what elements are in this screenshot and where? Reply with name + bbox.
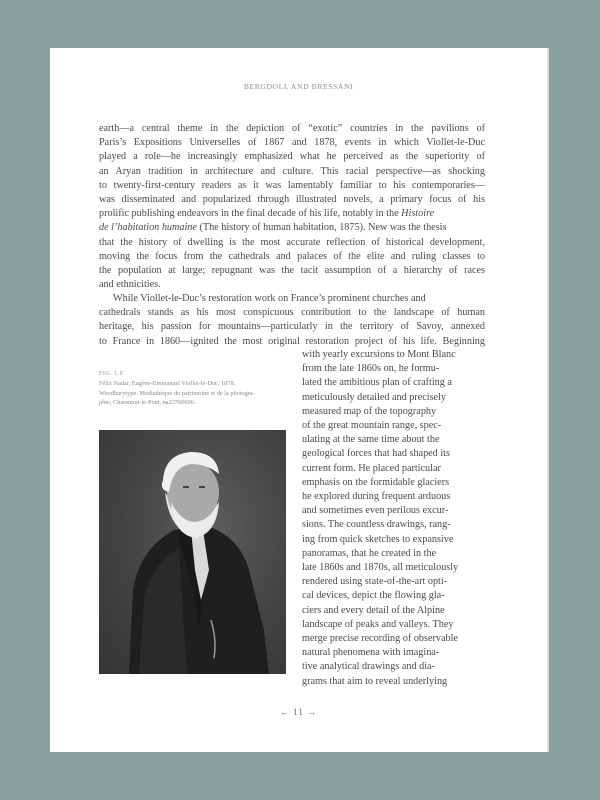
text-line: was disseminated and popularized through illustrated novels, a primary focus of his xyxy=(99,194,485,206)
text-line: current form. He placed particular xyxy=(302,462,441,474)
text-line: ciers and every detail of the Alpine xyxy=(302,604,445,616)
book-title-italic: de l’habitation humaine xyxy=(99,222,197,234)
text-line: panoramas, that he created in the xyxy=(302,547,437,559)
text-line: he explored during frequent arduous xyxy=(302,491,451,503)
text-line: with yearly excursions to Mont Blanc xyxy=(302,349,456,360)
caption-line: Félix Nadar, Eugène-Emmanuel Viollet-le-Duc, 1878. xyxy=(99,380,236,388)
paragraph-1 xyxy=(99,122,485,292)
text-line xyxy=(99,221,485,235)
text-line: played a role—he increasingly emphasized what he perceived as the superiority of xyxy=(99,151,485,163)
text-line: Paris’s Expositions Universelles of 1867 and 1878, events in which Viollet-le-Duc xyxy=(99,137,485,149)
prev-arrow-icon: ← xyxy=(279,707,290,717)
text-line: landscape of peaks and valleys. They xyxy=(302,618,454,630)
text-line: moving the focus from the cathedrals and palaces of the elite and ruling classes to xyxy=(99,250,485,262)
text-line: natural phenomena with imagina- xyxy=(302,647,440,659)
figure-label: FIG. 1.6 xyxy=(99,371,124,377)
text-line: ing from quick sketches to expansive xyxy=(302,533,454,545)
paragraph-2-column xyxy=(302,348,468,689)
text-line: that the history of dwelling is the most accurate reflection of historical development, xyxy=(99,236,485,248)
text-line: geological forces that had shaped its xyxy=(302,448,450,460)
text-line: earth—a central theme in the depiction of “exotic” countries in the pavilions of xyxy=(99,123,485,134)
text-line: heritage, his passion for mountains—particularly in the territory of Savoy, annexed xyxy=(99,321,485,333)
text-line: late 1860s and 1870s, all meticulously xyxy=(302,562,459,574)
next-arrow-icon: → xyxy=(307,707,318,717)
text-line: meticulously detailed and precisely xyxy=(302,391,446,403)
text-line: cathedrals stands as his most conspicuous contribution to the landscape of human xyxy=(99,307,485,319)
text-line: and ethnicities. xyxy=(99,279,161,291)
text-line: grams that aim to reveal underlying xyxy=(302,675,448,687)
text-line: cal devices, depict the flowing gla- xyxy=(302,590,445,602)
figure-caption xyxy=(99,370,299,408)
text-line: of the great mountain range, spec- xyxy=(302,420,442,432)
text-line: sions. The countless drawings, rang- xyxy=(302,519,451,531)
paragraph-2 xyxy=(99,292,485,349)
text-line: rendered using state-of-the-art opti- xyxy=(302,576,448,588)
text-line: from the late 1860s on, he formu- xyxy=(302,363,440,375)
running-head: BERGDOLL AND BRESSANI xyxy=(243,82,354,91)
text-line xyxy=(99,207,485,221)
page-number xyxy=(50,707,547,717)
text-line: the population at large; repugnant was the tacit assumption of a hierarchy of races xyxy=(99,265,485,277)
caption-line: phie, Charenton-le-Pont, na23700606. xyxy=(99,399,196,407)
text-line: While Viollet-le-Duc’s restoration work on France’s prominent churches and xyxy=(113,293,426,304)
text-line: to France in 1860—ignited the most original restoration project of his life. Beginning xyxy=(99,335,485,347)
text-line: tive analytical drawings and dia- xyxy=(302,661,435,673)
text-line: an Aryan tradition in architecture and culture. This racial perspective—as shocking xyxy=(99,165,485,177)
portrait-photo xyxy=(99,430,286,674)
text-line: emphasis on the formidable glaciers xyxy=(302,476,450,488)
caption-line: Woodburytype. Médiathèque du patrimoine et de la photogra- xyxy=(99,389,255,397)
book-title-italic: Histoire xyxy=(401,208,435,220)
book-page xyxy=(50,48,549,752)
text-line: and sometimes even perilous excur- xyxy=(302,505,449,517)
text-line: merge precise recording of observable xyxy=(302,633,458,645)
portrait-illustration xyxy=(99,430,286,674)
text-run: prolific publishing endeavors in the final decade of his life, notably in the xyxy=(99,208,402,220)
page-number-value: 11 xyxy=(293,707,304,717)
text-line: lated the ambitious plan of crafting a xyxy=(302,377,452,389)
text-run: (The history of human habitation, 1875). New was the thesis xyxy=(196,222,447,234)
text-line: ulating at the same time about the xyxy=(302,434,440,446)
text-line: to twenty-first-century readers as it was lamentably familiar to his contemporaries— xyxy=(99,179,485,191)
text-line: measured map of the topography xyxy=(302,405,437,417)
